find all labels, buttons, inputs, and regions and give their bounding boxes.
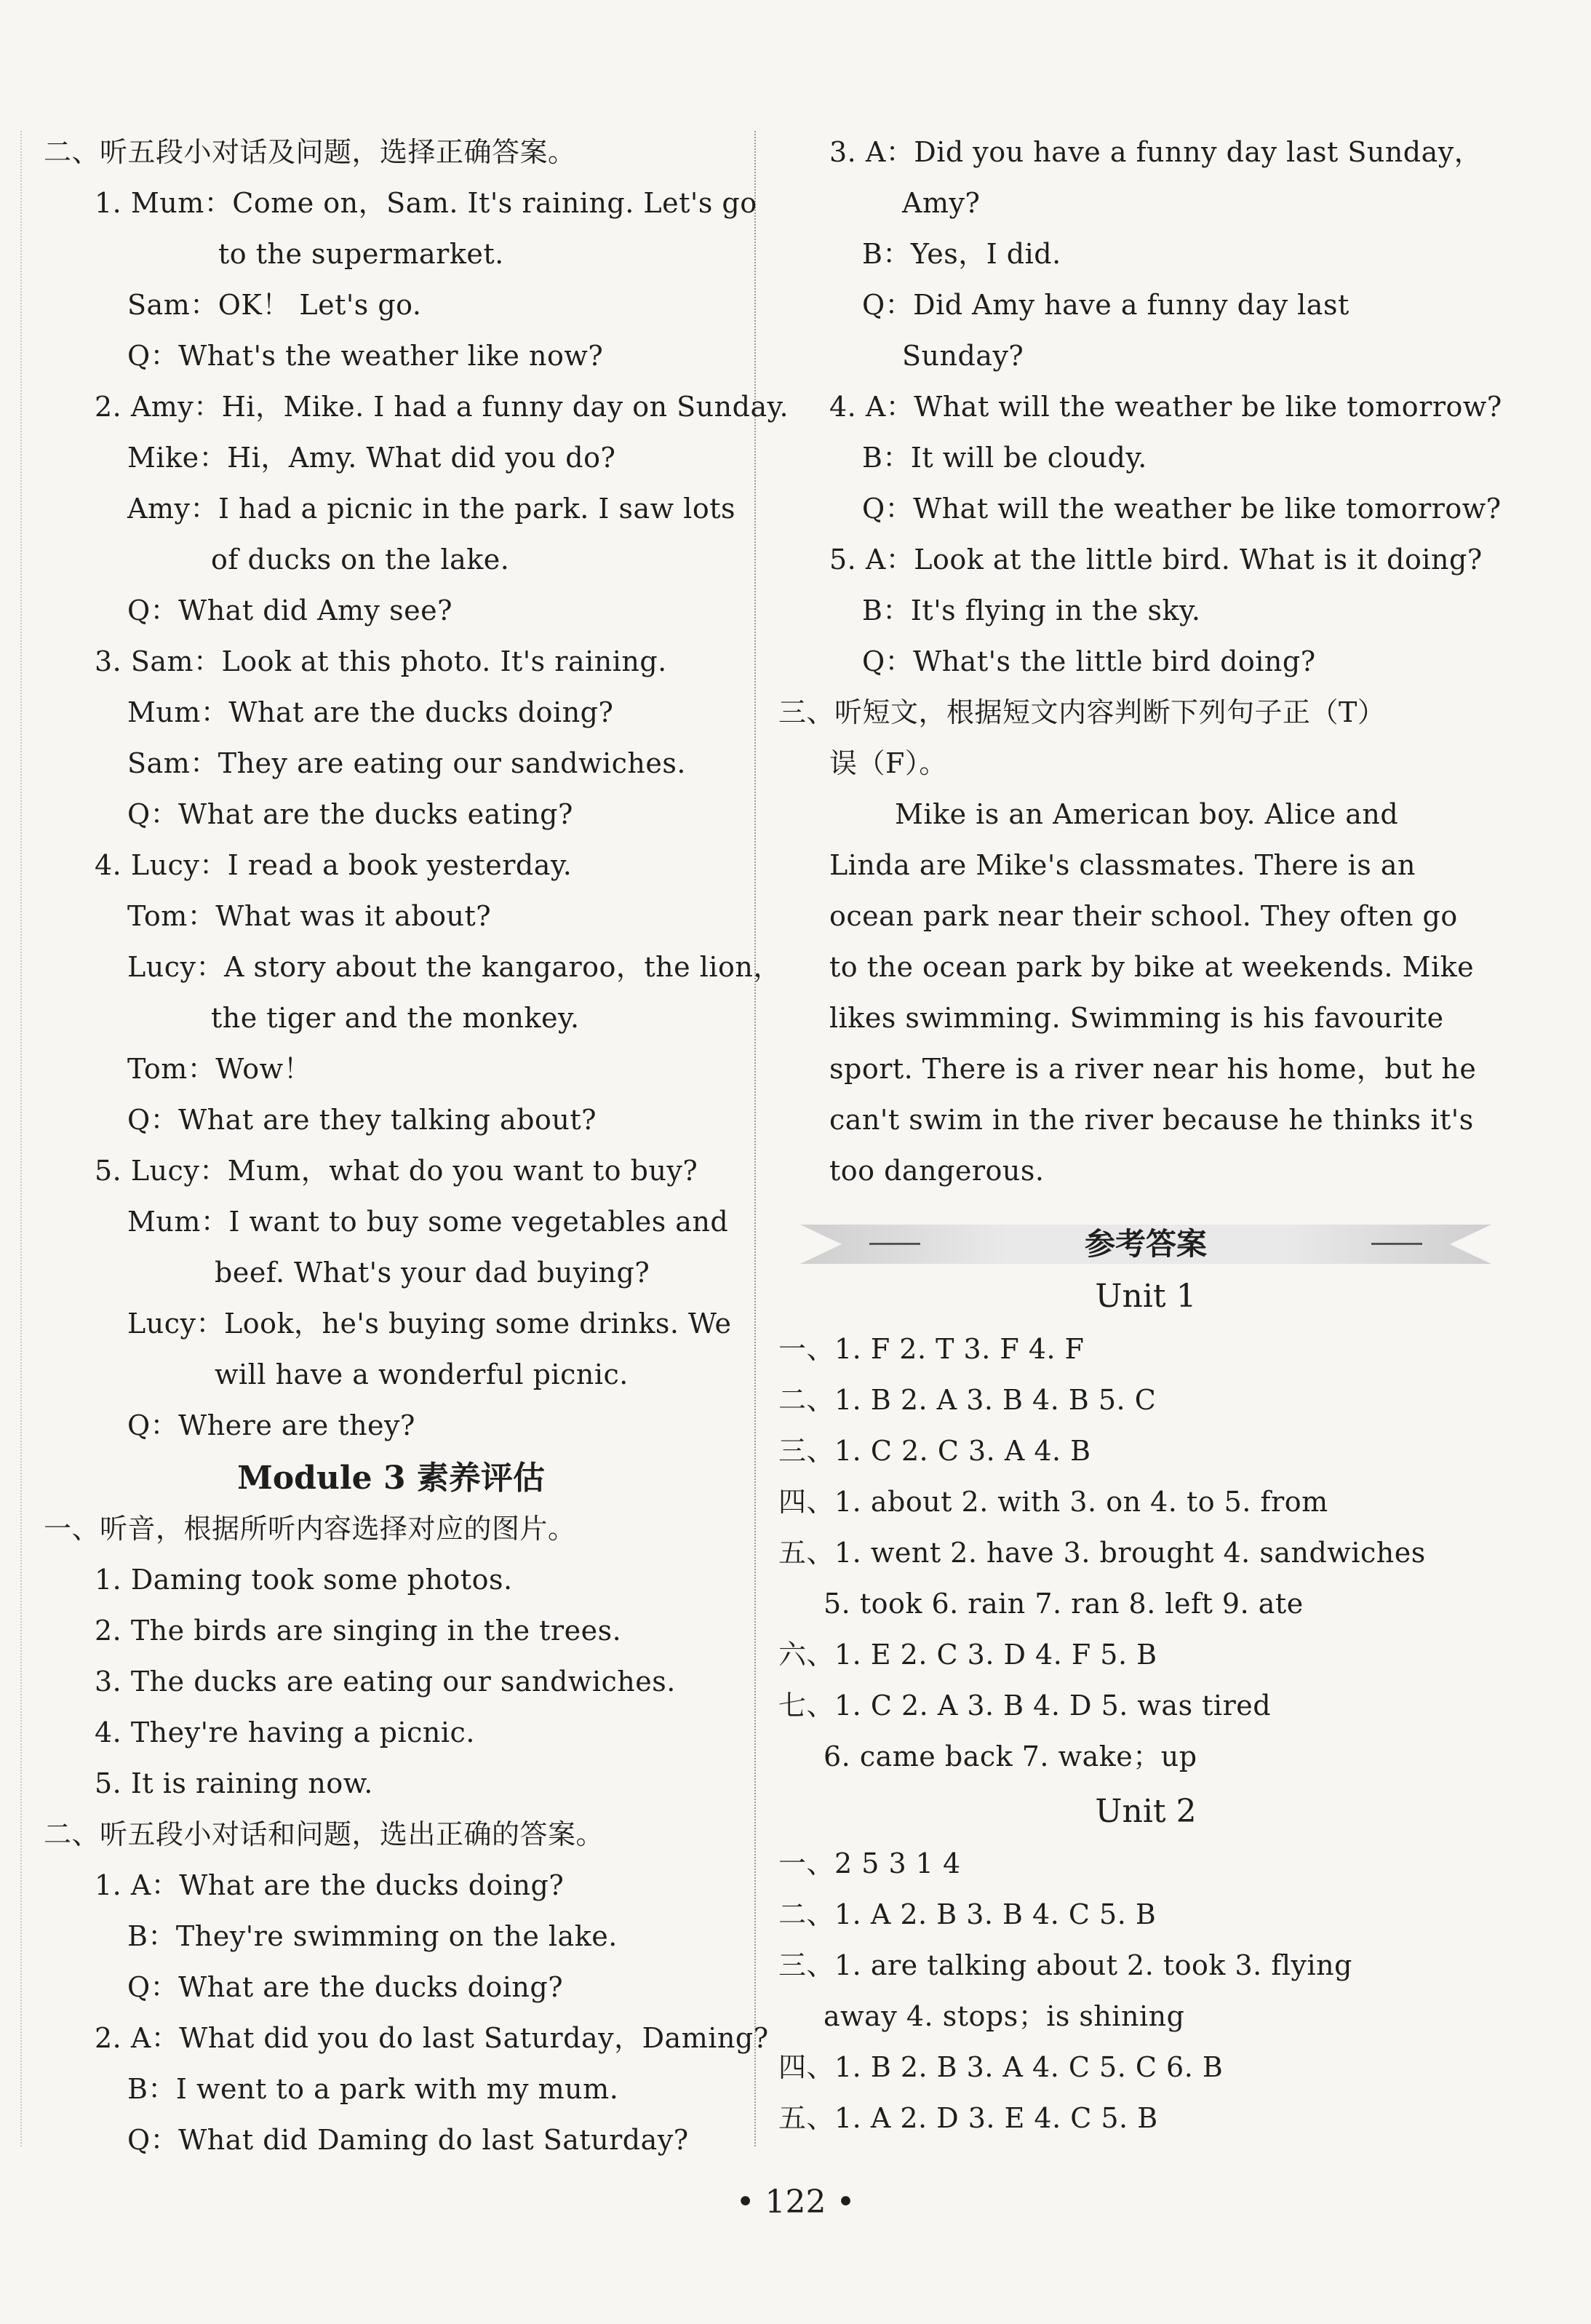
- dialogue-line: 4. Lucy：I read a book yesterday.: [95, 849, 573, 881]
- answer-line: 五、1. A 2. D 3. E 4. C 5. B: [778, 2102, 1158, 2134]
- dialogue-question: Q：What are the ducks doing?: [127, 1971, 564, 2003]
- dialogue-line: Amy?: [902, 187, 981, 219]
- dialogue-line: Mum：I want to buy some vegetables and: [127, 1206, 729, 1238]
- answers-banner: [800, 1219, 1491, 1270]
- dialogue-line: will have a wonderful picnic.: [215, 1358, 629, 1390]
- dialogue-line: to the supermarket.: [218, 238, 504, 270]
- dialogue-question: Q：What's the little bird doing?: [862, 645, 1316, 677]
- dialogue-line: 5. Lucy：Mum，what do you want to buy?: [95, 1155, 698, 1187]
- answer-line: 四、1. B 2. B 3. A 4. C 5. C 6. B: [778, 2051, 1224, 2083]
- dialogue-line: Sam：OK！ Let's go.: [127, 289, 422, 321]
- dialogue-line: Mike：Hi，Amy. What did you do?: [127, 442, 616, 474]
- dialogue-line: 2. A：What did you do last Saturday，Daming?: [95, 2022, 769, 2054]
- passage-line: to the ocean park by bike at weekends. Mike: [829, 951, 1475, 983]
- dialogue-line: 1. A：What are the ducks doing?: [95, 1869, 565, 1901]
- dialogue-line: 3. A：Did you have a funny day last Sunday，: [829, 136, 1483, 168]
- dialogue-question: Q：Where are they?: [127, 1409, 415, 1441]
- passage-line: Linda are Mike's classmates. There is an: [829, 849, 1416, 881]
- dialogue-line: 5. A：Look at the little bird. What is it doing?: [829, 544, 1483, 576]
- passage-line: Mike is an American boy. Alice and: [895, 798, 1399, 830]
- answer-line: 一、2 5 3 1 4: [778, 1847, 961, 1879]
- dialogue-question: Q：What are the ducks eating?: [127, 798, 573, 830]
- dialogue-line: B：They're swimming on the lake.: [127, 1920, 618, 1952]
- dialogue-line: beef. What's your dad buying?: [215, 1257, 650, 1289]
- list-item: 5. It is raining now.: [95, 1767, 373, 1799]
- answer-line: away 4. stops；is shining: [824, 2000, 1185, 2032]
- dialogue-question: Sunday?: [902, 340, 1024, 372]
- dialogue-line: Mum：What are the ducks doing?: [127, 696, 614, 728]
- list-item: 3. The ducks are eating our sandwiches.: [95, 1666, 676, 1698]
- unit-title: Unit 2: [1095, 1793, 1197, 1830]
- passage-line: ocean park near their school. They often go: [829, 900, 1458, 932]
- answer-line: 一、1. F 2. T 3. F 4. F: [778, 1333, 1085, 1365]
- answer-line: 5. took 6. rain 7. ran 8. left 9. ate: [824, 1588, 1304, 1620]
- passage-line: too dangerous.: [829, 1155, 1045, 1187]
- passage-line: sport. There is a river near his home，but he: [829, 1053, 1477, 1085]
- dialogue-line: 3. Sam：Look at this photo. It's raining.: [95, 645, 667, 677]
- answer-line: 四、1. about 2. with 3. on 4. to 5. from: [778, 1486, 1328, 1518]
- unit-title: Unit 1: [1095, 1278, 1197, 1315]
- dialogue-line: Sam：They are eating our sandwiches.: [127, 747, 686, 779]
- answer-line: 二、1. B 2. A 3. B 4. B 5. C: [778, 1384, 1157, 1416]
- dialogue-line: the tiger and the monkey.: [211, 1002, 580, 1034]
- section-heading: 一、听音，根据所听内容选择对应的图片。: [44, 1513, 576, 1545]
- answer-line: 五、1. went 2. have 3. brought 4. sandwiches: [778, 1537, 1426, 1569]
- answers-title: 参考答案: [1084, 1226, 1207, 1262]
- left-margin-rule: [20, 131, 22, 2146]
- dialogue-line: B：It's flying in the sky.: [862, 594, 1201, 626]
- dialogue-question: Q：Did Amy have a funny day last: [862, 289, 1349, 321]
- dialogue-line: 4. A：What will the weather be like tomorrow?: [829, 391, 1502, 423]
- answer-line: 六、1. E 2. C 3. D 4. F 5. B: [778, 1639, 1157, 1671]
- section-heading: 三、听短文，根据短文内容判断下列句子正（T）: [778, 696, 1386, 728]
- passage-line: can't swim in the river because he thinks it's: [829, 1104, 1474, 1136]
- section-heading: 误（F）。: [829, 747, 947, 779]
- section-heading: 二、听五段小对话及问题，选择正确答案。: [44, 136, 576, 168]
- dialogue-line: Tom：Wow！: [127, 1053, 312, 1085]
- list-item: 1. Daming took some photos.: [95, 1564, 513, 1596]
- dialogue-line: 2. Amy：Hi，Mike. I had a funny day on Sunday.: [95, 391, 789, 423]
- dialogue-line: of ducks on the lake.: [211, 544, 510, 576]
- column-divider: [754, 131, 756, 2146]
- list-item: 2. The birds are singing in the trees.: [95, 1615, 622, 1647]
- dialogue-line: B：Yes，I did.: [862, 238, 1061, 270]
- dialogue-line: Lucy：Look，he's buying some drinks. We: [127, 1308, 732, 1340]
- module-title: Module 3 素养评估: [237, 1460, 545, 1497]
- answer-line: 三、1. C 2. C 3. A 4. B: [778, 1435, 1091, 1467]
- dialogue-question: Q：What will the weather be like tomorrow?: [862, 493, 1502, 525]
- dialogue-line: Amy：I had a picnic in the park. I saw lots: [127, 493, 736, 525]
- dialogue-question: Q：What's the weather like now?: [127, 340, 604, 372]
- dialogue-question: Q：What are they talking about?: [127, 1104, 597, 1136]
- answer-line: 七、1. C 2. A 3. B 4. D 5. was tired: [778, 1690, 1272, 1722]
- dialogue-line: Lucy：A story about the kangaroo，the lion，: [127, 951, 781, 983]
- answer-line: 6. came back 7. wake；up: [824, 1740, 1197, 1772]
- dialogue-line: 1. Mum：Come on，Sam. It's raining. Let's go: [95, 187, 757, 219]
- page-number: • 122 •: [735, 2184, 856, 2221]
- dialogue-line: B：I went to a park with my mum.: [127, 2073, 619, 2105]
- dialogue-line: B：It will be cloudy.: [862, 442, 1147, 474]
- passage-line: likes swimming. Swimming is his favourite: [829, 1002, 1444, 1034]
- dialogue-question: Q：What did Amy see?: [127, 594, 452, 626]
- answer-line: 三、1. are talking about 2. took 3. flying: [778, 1949, 1352, 1981]
- answer-line: 二、1. A 2. B 3. B 4. C 5. B: [778, 1898, 1157, 1930]
- list-item: 4. They're having a picnic.: [95, 1716, 475, 1748]
- dialogue-question: Q：What did Daming do last Saturday?: [127, 2124, 689, 2156]
- section-heading: 二、听五段小对话和问题，选出正确的答案。: [44, 1818, 605, 1850]
- dialogue-line: Tom：What was it about?: [127, 900, 492, 932]
